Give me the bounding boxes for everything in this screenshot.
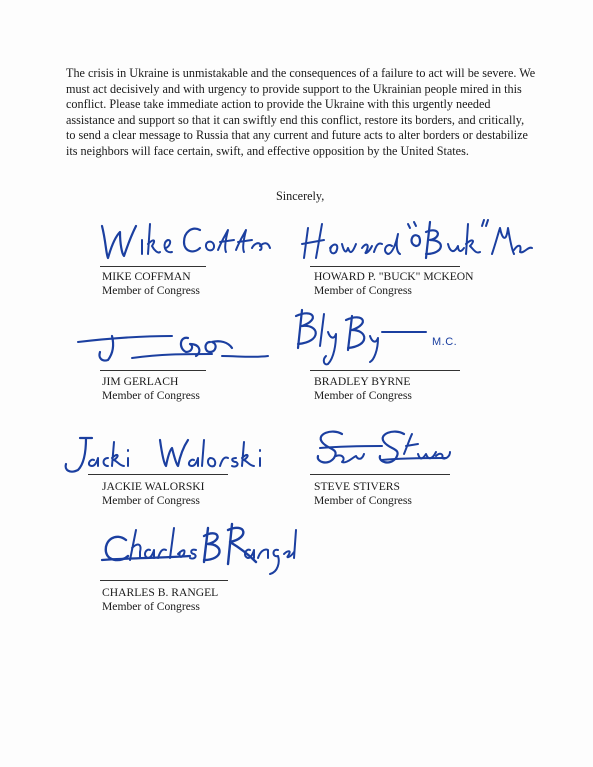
signer-name: MIKE COFFMAN — [102, 270, 191, 283]
signer-name: JIM GERLACH — [102, 375, 179, 388]
signer-name: JACKIE WALORSKI — [102, 480, 205, 493]
signer-title: Member of Congress — [102, 600, 200, 613]
signature-line — [310, 474, 450, 475]
signature-suffix: M.C. — [432, 336, 458, 348]
signature-line — [310, 370, 460, 371]
signature-charles-rangel — [100, 510, 300, 582]
signer-block — [314, 375, 412, 403]
signature-jim-gerlach — [72, 318, 272, 370]
signer-block — [102, 586, 218, 614]
letter-body: The crisis in Ukraine is unmistakable and the consequences of a failure to act will be severe. We must act decisively and with urgency to provide support to the Ukrainian people mired in this conflict. Please take immediate action to provide the Ukraine with this urgently needed assistance and support so that it can swiftly end this conflict, restore its borders, and critically, to send a clear message to Russia that any current and future acts to alter borders or destabilize its neighbors will face certain, swift, and effective opposition by the United States. — [66, 66, 536, 158]
signature-line — [310, 266, 460, 267]
signer-name: STEVE STIVERS — [314, 480, 400, 493]
signer-name: HOWARD P. "BUCK" MCKEON — [314, 270, 474, 283]
signer-title: Member of Congress — [102, 494, 200, 507]
signature-mike-coffman — [96, 214, 276, 264]
signature-bradley-byrne — [286, 302, 436, 372]
signature-steve-stivers — [306, 424, 456, 474]
signer-block — [314, 270, 474, 298]
signature-line — [88, 474, 228, 475]
signer-title: Member of Congress — [314, 284, 412, 297]
signature-howard-mckeon — [296, 214, 536, 270]
signature-line — [100, 370, 206, 371]
signer-title: Member of Congress — [102, 389, 200, 402]
signer-title: Member of Congress — [314, 389, 412, 402]
signer-name: CHARLES B. RANGEL — [102, 586, 219, 599]
signer-block — [102, 270, 200, 298]
signer-block — [102, 375, 200, 403]
signer-name: BRADLEY BYRNE — [314, 375, 411, 388]
signer-title: Member of Congress — [314, 494, 412, 507]
signature-line — [100, 580, 228, 581]
signer-block — [314, 480, 412, 508]
closing: Sincerely, — [276, 189, 325, 203]
signature-jackie-walorski — [56, 430, 276, 478]
signer-block — [102, 480, 205, 508]
signature-line — [100, 266, 206, 267]
signer-title: Member of Congress — [102, 284, 200, 297]
